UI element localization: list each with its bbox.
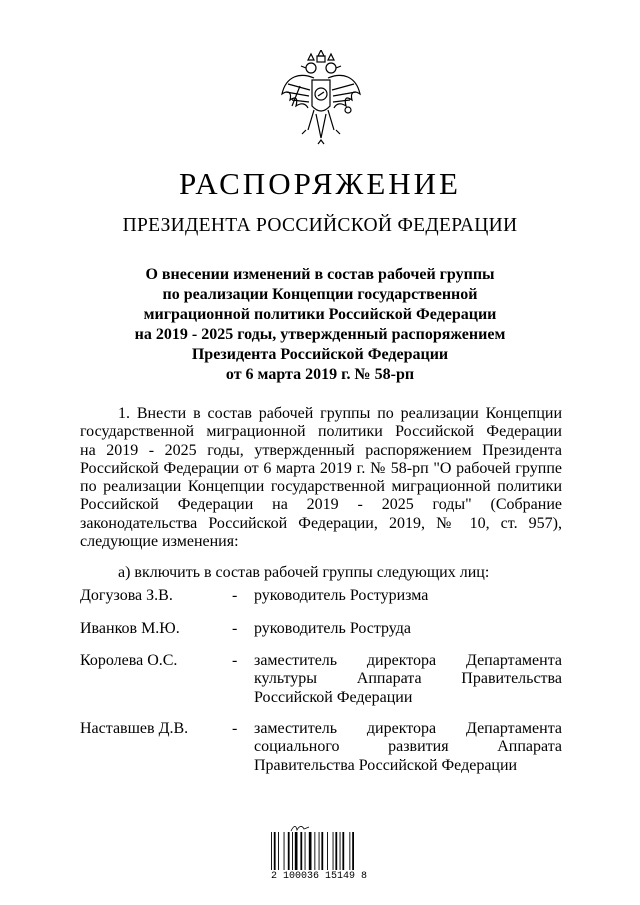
paragraph-line: Российской Федерации на 2019 - 2025 годы" (Собрание bbox=[80, 496, 562, 514]
member-role-line: руководитель Роструда bbox=[254, 620, 412, 637]
heading-line: от 6 марта 2019 г. № 58-рп bbox=[225, 366, 415, 383]
heading-line: О внесении изменений в состав рабочей группы bbox=[145, 266, 495, 283]
heading-line: Президента Российской Федерации bbox=[191, 346, 449, 363]
state-emblem-icon bbox=[278, 50, 364, 150]
paragraph-line: по реализации Концепции государственной миграционной политики bbox=[80, 478, 562, 496]
member-role-line: социального развития Аппарата bbox=[254, 738, 562, 756]
member-role-line: Российской Федерации bbox=[254, 688, 413, 706]
member-dash: - bbox=[232, 620, 238, 637]
member-role bbox=[254, 620, 562, 638]
paragraph-line: 1. Внести в состав рабочей группы по реализации Концепции bbox=[118, 405, 562, 422]
barcode-number: 2 100036 15149 8 bbox=[271, 871, 368, 882]
paragraph-line: Российской Федерации от 6 марта 2019 г. № 58-рп "О рабочей группе bbox=[80, 459, 562, 477]
member-name: Иванков М.Ю. bbox=[80, 620, 180, 637]
subpoint-a: а) включить в состав рабочей группы следующих лиц: bbox=[118, 564, 490, 581]
member-name: Догузова З.В. bbox=[80, 587, 173, 604]
member-name: Королева О.С. bbox=[80, 652, 178, 669]
member-role-line: руководитель Ростуризма bbox=[254, 587, 429, 604]
member-role bbox=[254, 652, 562, 707]
member-dash: - bbox=[232, 587, 238, 604]
paragraph-line: законодательства Российской Федерации, 2019, № 10, ст. 957), bbox=[80, 514, 562, 532]
barcode-icon bbox=[271, 832, 371, 870]
main-paragraph bbox=[80, 405, 562, 551]
member-dash: - bbox=[232, 652, 238, 669]
document-subtitle: ПРЕЗИДЕНТА РОССИЙСКОЙ ФЕДЕРАЦИИ bbox=[122, 215, 518, 236]
member-role-line: культуры Аппарата Правительства bbox=[254, 670, 562, 688]
heading-line: по реализации Концепции государственной bbox=[162, 286, 478, 303]
member-role-line: заместитель директора Департамента bbox=[254, 652, 562, 669]
member-role bbox=[254, 720, 562, 775]
paragraph-line: следующие изменения: bbox=[80, 533, 239, 551]
member-role-line: Правительства Российской Федерации bbox=[254, 756, 518, 774]
heading-line: на 2019 - 2025 годы, утвержденный распоряжением bbox=[134, 326, 506, 343]
member-role-line: заместитель директора Департамента bbox=[254, 720, 562, 737]
heading-line: миграционной политики Российской Федерации bbox=[143, 306, 497, 323]
member-name: Наставшев Д.В. bbox=[80, 720, 189, 737]
member-role bbox=[254, 587, 562, 605]
paragraph-line: государственной миграционной политики Российской Федерации bbox=[80, 423, 562, 441]
document-title: РАСПОРЯЖЕНИЕ bbox=[179, 166, 461, 201]
paragraph-line: на 2019 - 2025 годы, утвержденный распоряжением Президента bbox=[80, 441, 562, 459]
member-dash: - bbox=[232, 720, 238, 737]
document-heading bbox=[60, 265, 580, 385]
